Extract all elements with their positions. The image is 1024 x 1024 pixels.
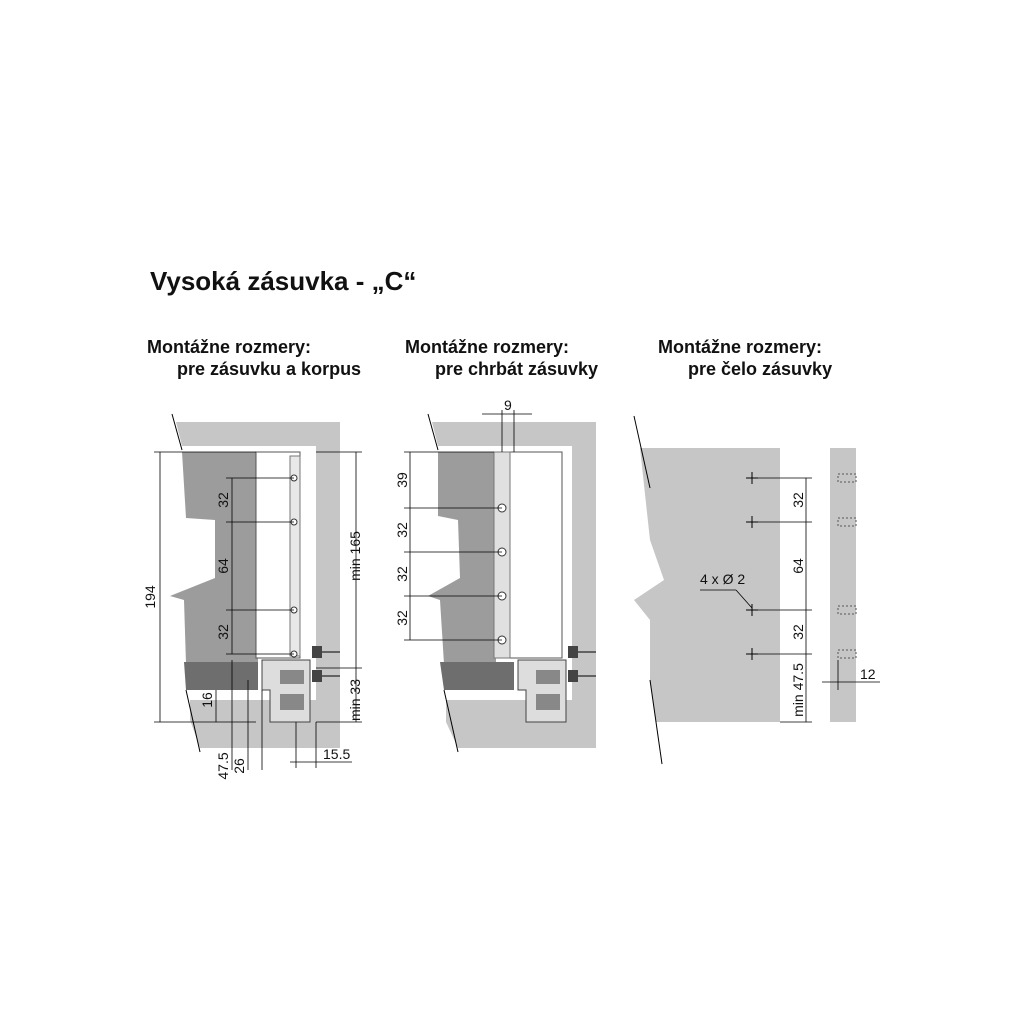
- section-title-line2: pre zásuvku a korpus: [177, 359, 362, 379]
- runner-part: [280, 670, 304, 684]
- diagram-drawer-back: [394, 397, 596, 752]
- dim-label: 16: [199, 692, 215, 708]
- runner-part: [536, 694, 560, 710]
- dim-label: min 165: [347, 531, 363, 581]
- holes-callout: 4 x Ø 2: [700, 571, 746, 587]
- dim-label: 32: [215, 624, 231, 640]
- dim-label: 64: [215, 558, 231, 574]
- drawer-side-panel: [170, 452, 258, 664]
- dim-label: 32: [215, 492, 231, 508]
- dim-label: 64: [790, 558, 806, 574]
- diagram-drawer-carcass: [142, 414, 363, 780]
- dim-label: 9: [504, 397, 512, 413]
- drawer-bottom: [184, 662, 258, 690]
- drawer-side-panel: [428, 452, 496, 664]
- dim-label: 12: [860, 666, 876, 682]
- drawer-bottom: [440, 662, 514, 690]
- runner-part: [280, 694, 304, 710]
- drawer-box-edge: [290, 456, 300, 656]
- dim-label: 32: [790, 492, 806, 508]
- page-title: Vysoká zásuvka - „C“: [150, 266, 417, 296]
- dim-label: 26: [231, 758, 247, 774]
- section-title-line1: Montážne rozmery:: [405, 337, 570, 357]
- dim-label: 194: [142, 585, 158, 609]
- dim-label: 32: [394, 610, 410, 626]
- diagram-drawer-front: [634, 416, 880, 764]
- section-title-line2: pre čelo zásuvky: [688, 359, 833, 379]
- dim-label: 15.5: [323, 746, 351, 762]
- dim-label: min 33: [347, 678, 363, 722]
- section-title-line1: Montážne rozmery:: [658, 337, 823, 357]
- dim-label: 32: [394, 522, 410, 538]
- dim-label: 39: [394, 472, 410, 488]
- dim-label: 32: [394, 566, 410, 582]
- section-title-line1: Montážne rozmery:: [147, 337, 312, 357]
- section-title-line2: pre chrbát zásuvky: [435, 359, 599, 379]
- dim-label: 47.5: [215, 752, 231, 780]
- runner-part: [536, 670, 560, 684]
- dim-label: min 47.5: [790, 663, 806, 717]
- dim-label: 32: [790, 624, 806, 640]
- front-side-view: [830, 448, 856, 722]
